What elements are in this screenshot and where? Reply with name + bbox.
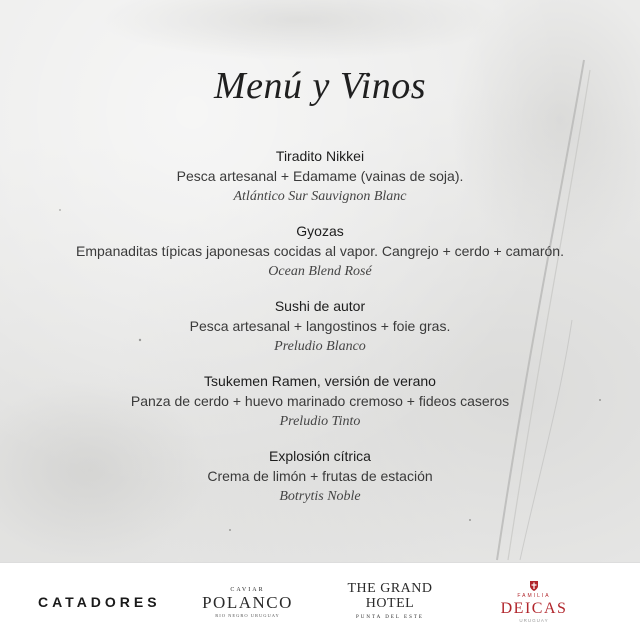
grand-hotel-subtitle: PUNTA DEL ESTE [356, 615, 424, 620]
shield-icon [529, 580, 539, 592]
course-item [0, 296, 640, 371]
catadores-wordmark: CATADORES [38, 594, 161, 610]
menu-title: Menú y Vinos [213, 65, 427, 107]
course-description: Crema de limón + frutas de estación [207, 468, 433, 484]
deicas-top-text: FAMILIA [517, 593, 551, 599]
course-item [0, 146, 640, 221]
grand-hotel-line2: HOTEL [365, 596, 415, 611]
deicas-subtitle: URUGUAY [519, 618, 549, 623]
polanco-subtitle: RIO NEGRO URUGUAY [215, 612, 280, 618]
wine-pairing: Preludio Tinto [279, 414, 361, 429]
course-description: Pesca artesanal + Edamame (vainas de soja). [176, 168, 464, 184]
polanco-wordmark: POLANCO [202, 592, 293, 612]
course-name: Sushi de autor [274, 298, 366, 314]
wine-pairing: Preludio Blanco [274, 339, 366, 354]
course-item [0, 221, 640, 296]
deicas-wordmark: DEICAS [500, 600, 568, 617]
polanco-top-text: CAVIAR [230, 586, 265, 593]
course-description: Panza de cerdo + huevo marinado cremoso + fideos caseros [130, 393, 510, 409]
course-name: Gyozas [296, 223, 344, 239]
wine-pairing: Atlántico Sur Sauvignon Blanc [233, 189, 407, 204]
polanco-logo [200, 563, 295, 641]
course-description: Pesca artesanal + langostinos + foie gras. [189, 318, 451, 334]
course-name: Tsukemen Ramen, versión de verano [204, 373, 436, 389]
course-description: Empanaditas típicas japonesas cocidas al vapor. Cangrejo + cerdo + camarón. [76, 243, 564, 259]
grand-hotel-logo [340, 563, 440, 641]
course-name: Explosión cítrica [269, 448, 371, 464]
wine-pairing: Ocean Blend Rosé [268, 264, 372, 279]
course-item [0, 446, 640, 521]
course-name: Tiradito Nikkei [275, 148, 365, 164]
deicas-logo [494, 563, 574, 641]
course-list [0, 146, 640, 521]
course-item [0, 371, 640, 446]
wine-pairing: Botrytis Noble [279, 489, 361, 504]
catadores-logo [38, 563, 161, 641]
grand-hotel-line1: THE GRAND [347, 581, 433, 596]
sponsor-footer [0, 562, 640, 641]
